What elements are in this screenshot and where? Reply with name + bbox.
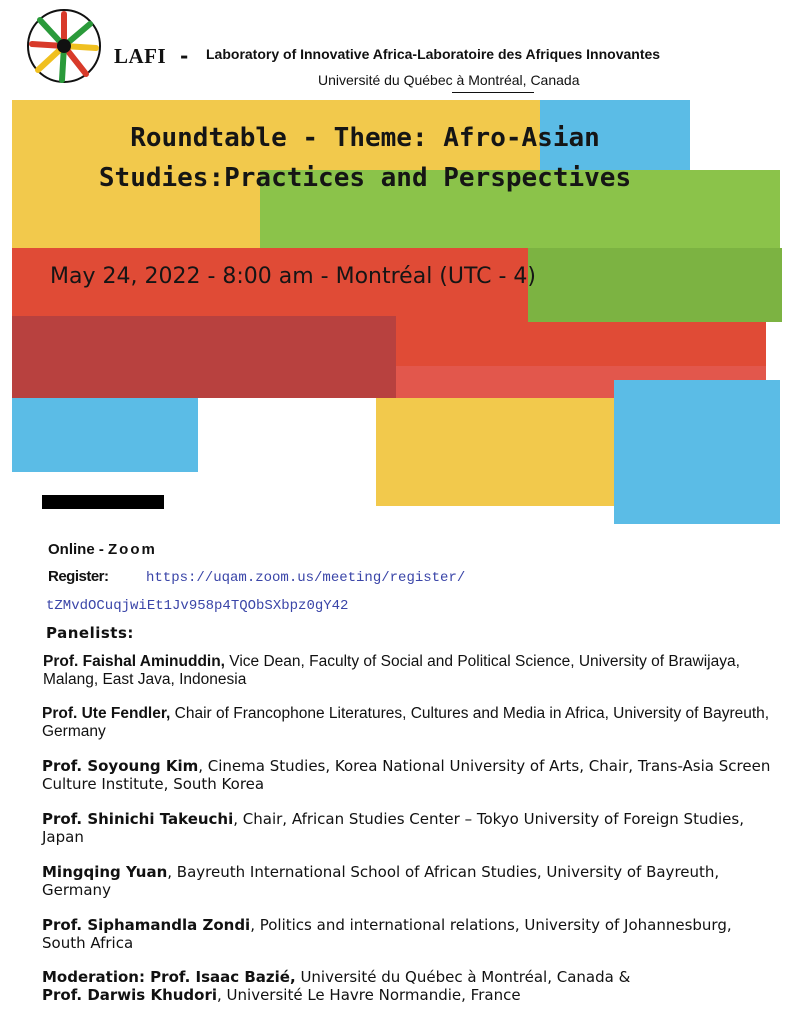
- panelist-name: Prof. Soyoung Kim: [42, 757, 199, 775]
- moderator-name-2: Prof. Darwis Khudori: [42, 986, 218, 1004]
- panelist-details: Chair of Francophone Literatures, Cultures and Media in Africa, University of Bayreuth, Germany: [42, 705, 770, 740]
- panelist-name: Prof. Faishal Aminuddin,: [43, 653, 225, 670]
- university-name: Université du Québec à Montréal, Canada: [318, 72, 580, 88]
- panelist-entry: [42, 757, 772, 793]
- panelist-entry: [43, 653, 773, 689]
- panelists-heading: Panelists:: [46, 624, 134, 642]
- register-link-line1[interactable]: https://uqam.zoom.us/meeting/register/: [146, 570, 466, 586]
- header-separator: -: [180, 44, 189, 68]
- register-label: Register:: [48, 568, 109, 585]
- org-full-name: Laboratory of Innovative Africa-Laboratoire des Afriques Innovantes: [206, 46, 661, 62]
- yellow-block-bottom: [376, 398, 628, 506]
- green-block-right: [528, 248, 782, 322]
- lafi-logo-icon: [24, 4, 104, 92]
- blue-block-left: [12, 398, 198, 472]
- panelist-details: Vice Dean, Faculty of Social and Political Science, University of Brawijaya, Malang, East Java, Indonesia: [43, 653, 740, 688]
- moderator-name-1: Moderation: Prof. Isaac Bazié,: [42, 968, 296, 986]
- panelist-entry: [42, 810, 772, 846]
- event-title: Roundtable - Theme: Afro-Asian Studies:Practices and Perspectives: [98, 123, 632, 193]
- moderation-entry: [42, 968, 772, 1004]
- online-info: [48, 541, 157, 558]
- org-short-name: LAFI: [114, 44, 167, 68]
- underline-divider: [452, 92, 534, 93]
- moderator-details-2: , Université Le Havre Normandie, France: [217, 986, 521, 1004]
- register-link-line2[interactable]: tZMvdOCuqjwiEt1Jv958p4TQObSXbpz0gY42: [46, 598, 349, 614]
- event-date: May 24, 2022 - 8:00 am - Montréal (UTC - 4): [50, 264, 536, 289]
- panelist-name: Mingqing Yuan: [42, 863, 168, 881]
- online-label: Online -: [48, 541, 108, 558]
- panelist-entry: [42, 705, 772, 741]
- panelist-name: Prof. Ute Fendler,: [42, 705, 171, 722]
- panelist-entry: [42, 916, 772, 952]
- panelist-entry: [42, 863, 772, 899]
- online-platform: Zoom: [108, 541, 157, 558]
- panelist-name: Prof. Siphamandla Zondi: [42, 916, 251, 934]
- panelist-details: , Politics and international relations, University of Johannesburg, South Africa: [42, 916, 732, 952]
- panelist-details: , Chair, African Studies Center – Tokyo University of Foreign Studies, Japan: [42, 810, 744, 846]
- blue-block-right: [614, 380, 780, 524]
- black-bar-divider: [42, 495, 164, 509]
- moderator-details-1: Université du Québec à Montréal, Canada &: [295, 968, 631, 986]
- panelist-details: , Bayreuth International School of African Studies, University of Bayreuth, Germany: [42, 863, 720, 899]
- dark-red-block: [12, 316, 396, 398]
- panelist-name: Prof. Shinichi Takeuchi: [42, 810, 234, 828]
- panelist-details: , Cinema Studies, Korea National University of Arts, Chair, Trans-Asia Screen Culture Institute, South Korea: [42, 757, 771, 793]
